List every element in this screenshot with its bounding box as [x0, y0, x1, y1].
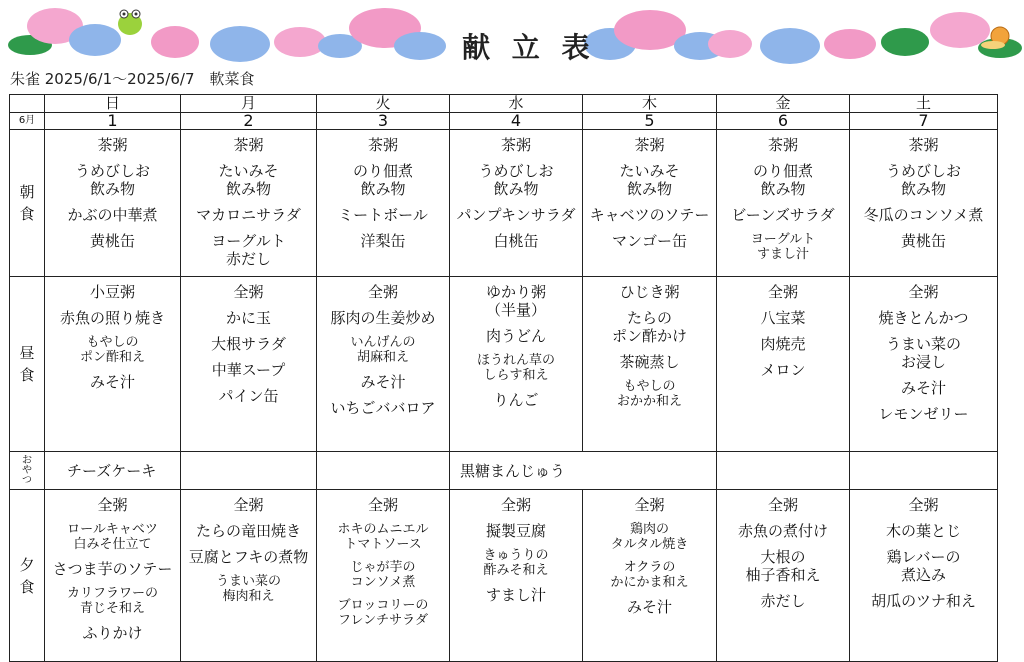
breakfast-cell [450, 130, 583, 277]
menu-item: 茶粥 [97, 136, 128, 154]
menu-item: ヨーグルト 赤だし [211, 232, 286, 268]
breakfast-cell [317, 130, 450, 277]
snack-cell [717, 452, 850, 490]
day-header: 日 [45, 95, 181, 113]
menu-item: 小豆粥 [89, 283, 135, 301]
menu-item: のり佃煮 飲み物 [752, 162, 813, 198]
menu-item: ひじき粥 [619, 283, 680, 301]
menu-item: 胡瓜のツナ和え [871, 592, 976, 610]
menu-item: 全粥 [908, 496, 939, 514]
dish-list [450, 277, 582, 417]
snack-cell [317, 452, 450, 490]
menu-item: 全粥 [233, 283, 264, 301]
menu-item: いんげんの 胡麻和え [350, 335, 416, 365]
snack-label: お や つ [10, 452, 45, 490]
menu-item: キャベツのソテー [589, 206, 710, 224]
snack-cell [45, 452, 181, 490]
weekly-menu-table [9, 94, 998, 662]
menu-item: 全粥 [367, 496, 398, 514]
menu-item: 肉焼売 [760, 335, 806, 353]
lunch-label: 昼 食 [10, 277, 45, 452]
menu-item: 八宝菜 [760, 309, 806, 327]
menu-item: 全粥 [233, 496, 264, 514]
dish-list [45, 277, 180, 399]
menu-item: オクラの かにかま和え [610, 560, 689, 590]
menu-item: ヨーグルト すまし汁 [750, 232, 816, 262]
page-title: 献 立 表 [462, 31, 596, 64]
dish-list [317, 277, 449, 425]
menu-item: たらの竜田焼き [195, 522, 301, 540]
menu-item: マンゴー缶 [611, 232, 687, 250]
dish-list [850, 277, 997, 431]
snack-cell [450, 452, 717, 490]
menu-item: 鶏肉の タルタル焼き [610, 522, 689, 552]
menu-item: 大根サラダ [211, 335, 286, 353]
day-header: 火 [317, 95, 450, 113]
menu-item: りんご [493, 391, 539, 409]
menu-item: うめびしお 飲み物 [478, 162, 554, 198]
dinner-cell [850, 490, 998, 662]
dish-list [717, 277, 849, 387]
day-header: 水 [450, 95, 583, 113]
date-cell: 7 [850, 113, 998, 130]
menu-item: 豆腐とフキの煮物 [188, 548, 309, 566]
menu-item: 茶粥 [367, 136, 398, 154]
breakfast-cell [45, 130, 181, 277]
date-cell: 6 [717, 113, 850, 130]
menu-item: たいみそ 飲み物 [218, 162, 279, 198]
menu-item: 赤だし [760, 592, 806, 610]
lunch-cell [45, 277, 181, 452]
menu-item: カリフラワーの 青じそ和え [66, 586, 158, 616]
menu-item: みそ汁 [900, 379, 946, 397]
menu-item: パイン缶 [218, 387, 279, 405]
menu-item: 全粥 [767, 283, 798, 301]
menu-item: もやしの おかか和え [616, 379, 682, 409]
dish-list [45, 130, 180, 258]
menu-item: パンプキンサラダ [456, 206, 576, 224]
menu-item: ロールキャベツ 白みそ仕立て [67, 522, 158, 552]
menu-item: 大根の 柚子香和え [745, 548, 821, 584]
menu-item: のり佃煮 飲み物 [352, 162, 413, 198]
dish-list [583, 130, 716, 258]
menu-item: マカロニサラダ [196, 206, 301, 224]
breakfast-row [10, 130, 998, 277]
menu-item: じゃが芋の コンソメ煮 [350, 560, 416, 590]
menu-item: レモンゼリー [878, 405, 969, 423]
lunch-cell [317, 277, 450, 452]
date-cell: 3 [317, 113, 450, 130]
menu-item: ミートボール [338, 206, 428, 224]
date-cell: 5 [583, 113, 717, 130]
menu-item: 豚肉の生姜炒め [330, 309, 436, 327]
day-header: 月 [181, 95, 317, 113]
dish-list [583, 277, 716, 417]
dish-list [717, 130, 849, 270]
menu-item: 赤魚の照り焼き [59, 309, 165, 327]
menu-item: 全粥 [908, 283, 939, 301]
dinner-cell [450, 490, 583, 662]
hydrangea-icon [584, 10, 1022, 64]
menu-item: 全粥 [500, 496, 531, 514]
dinner-cell [717, 490, 850, 662]
date-cell: 1 [45, 113, 181, 130]
menu-item: 鶏レバーの 煮込み [886, 548, 961, 584]
dinner-cell [45, 490, 181, 662]
menu-item: 白桃缶 [493, 232, 539, 250]
menu-item: 洋梨缶 [360, 232, 406, 250]
menu-item: すまし汁 [485, 586, 546, 604]
day-header: 土 [850, 95, 998, 113]
menu-item: 肉うどん [485, 327, 546, 345]
dish-list [181, 277, 316, 413]
date-cell: 2 [181, 113, 317, 130]
dish-list [317, 490, 449, 636]
breakfast-cell [181, 130, 317, 277]
menu-item: うめびしお 飲み物 [74, 162, 150, 198]
snack-item: チーズケーキ [67, 462, 157, 480]
day-header: 木 [583, 95, 717, 113]
hydrangea-icon [8, 8, 446, 62]
breakfast-label: 朝 食 [10, 130, 45, 277]
dinner-label: 夕 食 [10, 490, 45, 662]
day-header: 金 [717, 95, 850, 113]
snack-cell [181, 452, 317, 490]
menu-item: 全粥 [97, 496, 128, 514]
dish-list [850, 130, 997, 258]
dish-list [450, 130, 582, 258]
menu-item: うめびしお 飲み物 [885, 162, 961, 198]
lunch-cell [583, 277, 717, 452]
menu-item: 赤魚の煮付け [737, 522, 828, 540]
menu-item: うまい菜の お浸し [885, 335, 961, 371]
snack-cell [850, 452, 998, 490]
month-label: 6月 [10, 113, 45, 130]
menu-item: 擬製豆腐 [485, 522, 546, 540]
menu-item: 全粥 [367, 283, 398, 301]
dinner-row [10, 490, 998, 662]
frog-icon [118, 10, 142, 35]
breakfast-cell [583, 130, 717, 277]
dish-list [583, 490, 716, 624]
lunch-cell [181, 277, 317, 452]
menu-item: ふりかけ [82, 624, 143, 642]
menu-item: きゅうりの 酢みそ和え [483, 548, 549, 578]
menu-item: 黄桃缶 [900, 232, 946, 250]
menu-item: もやしの ポン酢和え [79, 335, 145, 365]
menu-item: 全粥 [767, 496, 798, 514]
dish-list [181, 490, 316, 612]
menu-item: ビーンズサラダ [731, 206, 835, 224]
dish-list [45, 490, 180, 650]
snack-row [10, 452, 998, 490]
lunch-row [10, 277, 998, 452]
day-header-row [10, 95, 998, 113]
menu-item: 中華スープ [211, 361, 286, 379]
menu-item: 黄桃缶 [89, 232, 135, 250]
lunch-cell [450, 277, 583, 452]
dish-list [850, 490, 997, 618]
menu-item: 茶粥 [908, 136, 939, 154]
dinner-cell [181, 490, 317, 662]
menu-item: 焼きとんかつ [878, 309, 969, 327]
date-cell: 4 [450, 113, 583, 130]
breakfast-cell [717, 130, 850, 277]
menu-item: ホキのムニエル トマトソース [337, 522, 429, 552]
menu-item: かぶの中華煮 [67, 206, 158, 224]
menu-item: いちごババロア [330, 399, 436, 417]
menu-item: うまい菜の 梅肉和え [215, 574, 281, 604]
lunch-cell [717, 277, 850, 452]
dish-list [450, 490, 582, 612]
dish-list [317, 130, 449, 258]
date-row [10, 113, 998, 130]
menu-item: ブロッコリーの フレンチサラダ [337, 598, 429, 628]
menu-item: みそ汁 [626, 598, 672, 616]
dinner-cell [583, 490, 717, 662]
menu-item: 茶粥 [767, 136, 798, 154]
menu-item: 茶碗蒸し [619, 353, 680, 371]
menu-item: ほうれん草の しらす和え [476, 353, 555, 383]
dish-list [181, 130, 316, 276]
menu-item: 全粥 [634, 496, 665, 514]
menu-item: 木の葉とじ [885, 522, 961, 540]
dinner-cell [317, 490, 450, 662]
dish-list [717, 490, 849, 618]
menu-item: たらの ポン酢かけ [611, 309, 687, 345]
menu-item: かに玉 [225, 309, 271, 327]
menu-item: ゆかり粥 （半量） [485, 283, 546, 319]
menu-item: 茶粥 [634, 136, 665, 154]
menu-item: みそ汁 [89, 373, 135, 391]
menu-item: 冬瓜のコンソメ煮 [863, 206, 984, 224]
menu-item: みそ汁 [360, 373, 406, 391]
menu-item: 茶粥 [500, 136, 531, 154]
breakfast-cell [850, 130, 998, 277]
menu-item: たいみそ 飲み物 [619, 162, 680, 198]
menu-item: 茶粥 [233, 136, 264, 154]
menu-item: メロン [760, 361, 806, 379]
menu-period-subtitle: 朱雀 2025/6/1～2025/6/7 軟菜食 [10, 70, 255, 88]
menu-item: さつま芋のソテー [52, 560, 173, 578]
snack-item: 黒糖まんじゅう [460, 462, 566, 480]
corner-cell [10, 95, 45, 113]
lunch-cell [850, 277, 998, 452]
